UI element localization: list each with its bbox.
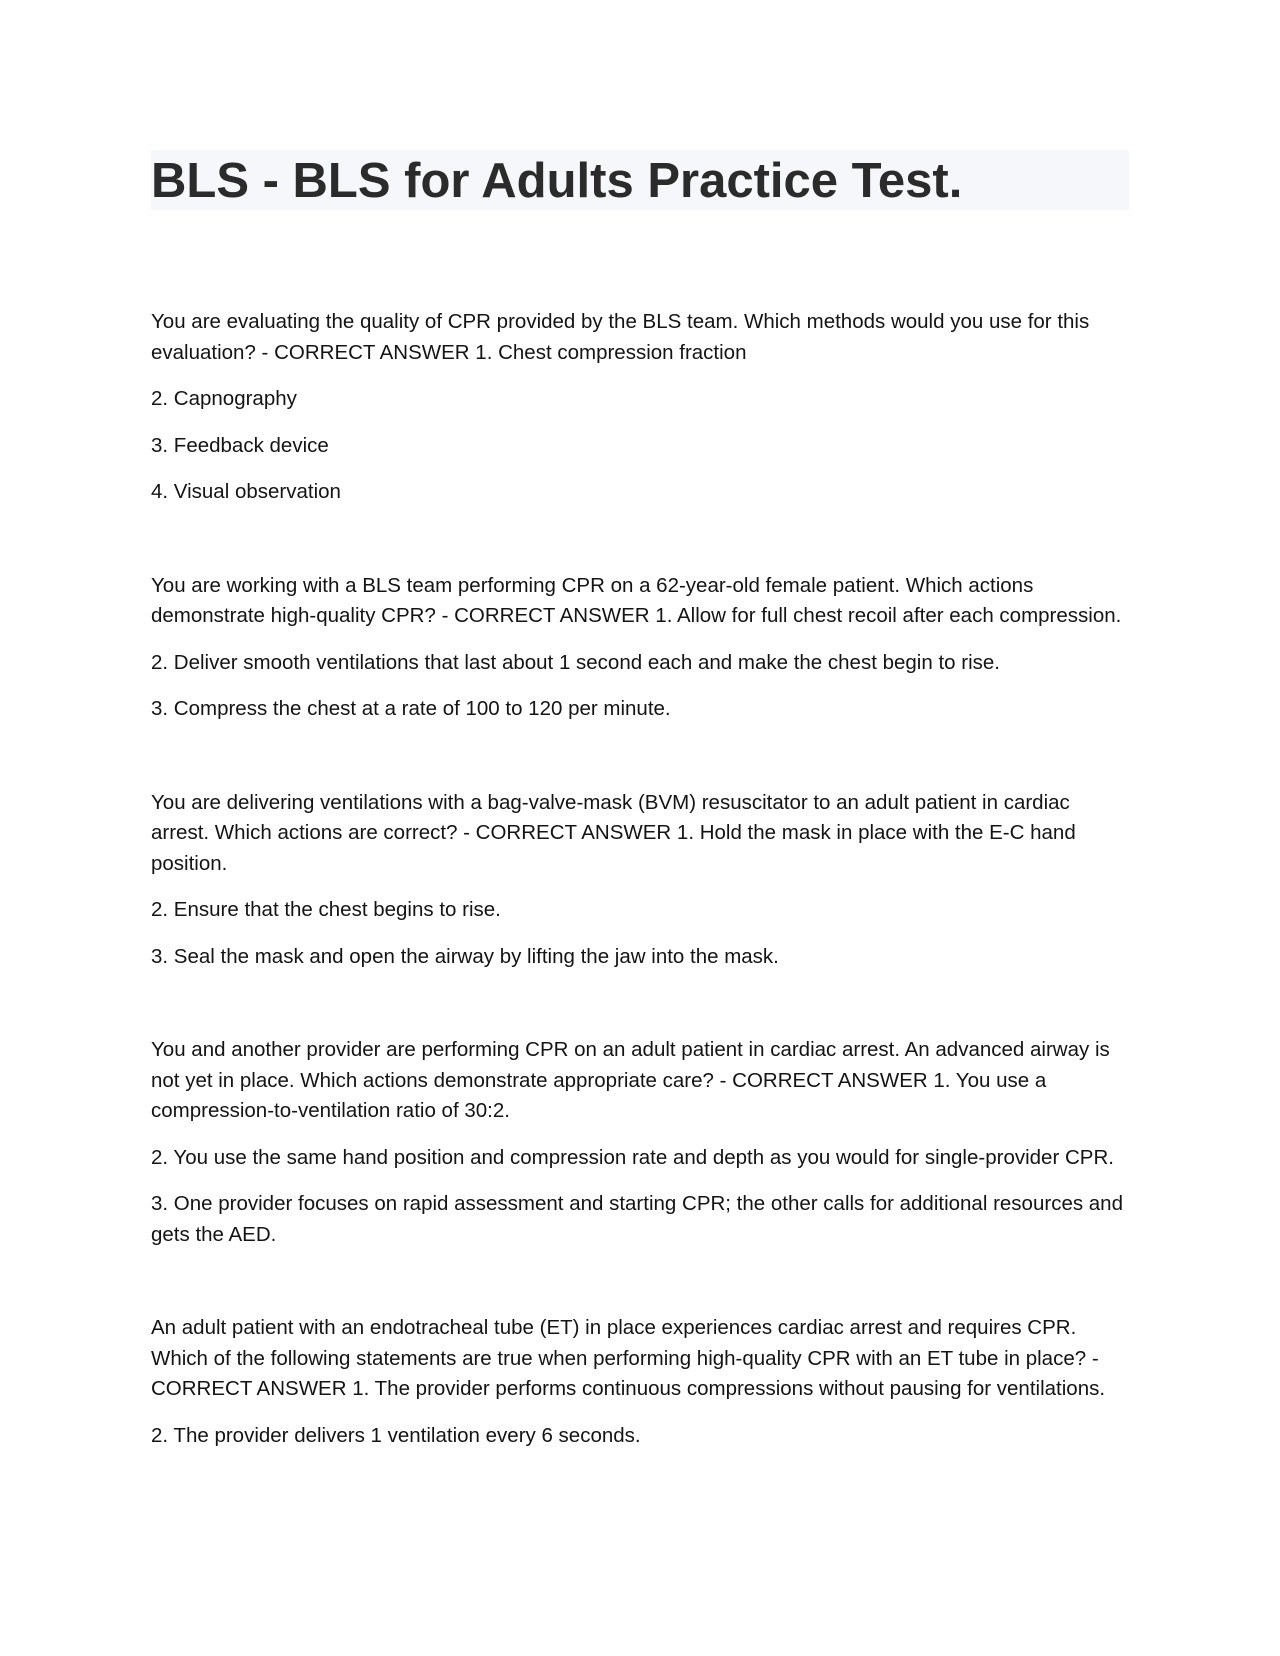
question-block xyxy=(151,307,1131,508)
question-text: You are working with a BLS team performing CPR on a 62-year-old female patient. Which actions demonstrate high-quality CPR? - CORRECT ANSWER 1. Allow for full chest recoil after each compression. xyxy=(151,573,1122,627)
answer-item: 2. You use the same hand position and compression rate and depth as you would for single-provider CPR. xyxy=(151,1145,1114,1169)
answer-item: 3. Compress the chest at a rate of 100 to 120 per minute. xyxy=(151,697,671,720)
question-text: You are delivering ventilations with a bag-valve-mask (BVM) resuscitator to an adult patient in cardiac arrest. Which actions are correct? - CORRECT ANSWER 1. Hold the mask in place with the E-C hand position. xyxy=(151,790,1076,875)
question-block xyxy=(151,1035,1131,1250)
question-text: An adult patient with an endotracheal tube (ET) in place experiences cardiac arrest and requires CPR. Which of the following statements are true when performing high-quality CPR with an ET tube in place? - CORRECT ANSWER 1. The provider performs continuous compressions without pausing for ventilations. xyxy=(151,1316,1106,1400)
document-page xyxy=(151,150,1131,1514)
answer-item: 3. Seal the mask and open the airway by lifting the jaw into the mask. xyxy=(151,944,779,968)
document-title: BLS - BLS for Adults Practice Test. xyxy=(151,154,963,208)
answer-item: 3. Feedback device xyxy=(151,433,329,457)
answer-item: 4. Visual observation xyxy=(151,480,341,503)
question-block xyxy=(151,1313,1131,1451)
question-block xyxy=(151,571,1131,725)
answer-item: 2. The provider delivers 1 ventilation every 6 seconds. xyxy=(151,1423,641,1447)
question-block xyxy=(151,788,1131,973)
title-banner xyxy=(151,150,1129,210)
answer-item: 2. Capnography xyxy=(151,387,297,410)
answer-item: 3. One provider focuses on rapid assessment and starting CPR; the other calls for additional resources and gets the AED. xyxy=(151,1192,1123,1246)
question-text: You and another provider are performing CPR on an adult patient in cardiac arrest. An advanced airway is not yet in place. Which actions demonstrate appropriate care? - CORRECT ANSWER 1. You use a compression-to-ventilation ratio of 30:2. xyxy=(151,1038,1110,1122)
question-list xyxy=(151,307,1131,1451)
answer-item: 2. Deliver smooth ventilations that last about 1 second each and make the chest begin to rise. xyxy=(151,650,1000,674)
question-text: You are evaluating the quality of CPR provided by the BLS team. Which methods would you use for this evaluation? - CORRECT ANSWER 1. Chest compression fraction xyxy=(151,310,1090,364)
answer-item: 2. Ensure that the chest begins to rise. xyxy=(151,898,501,921)
